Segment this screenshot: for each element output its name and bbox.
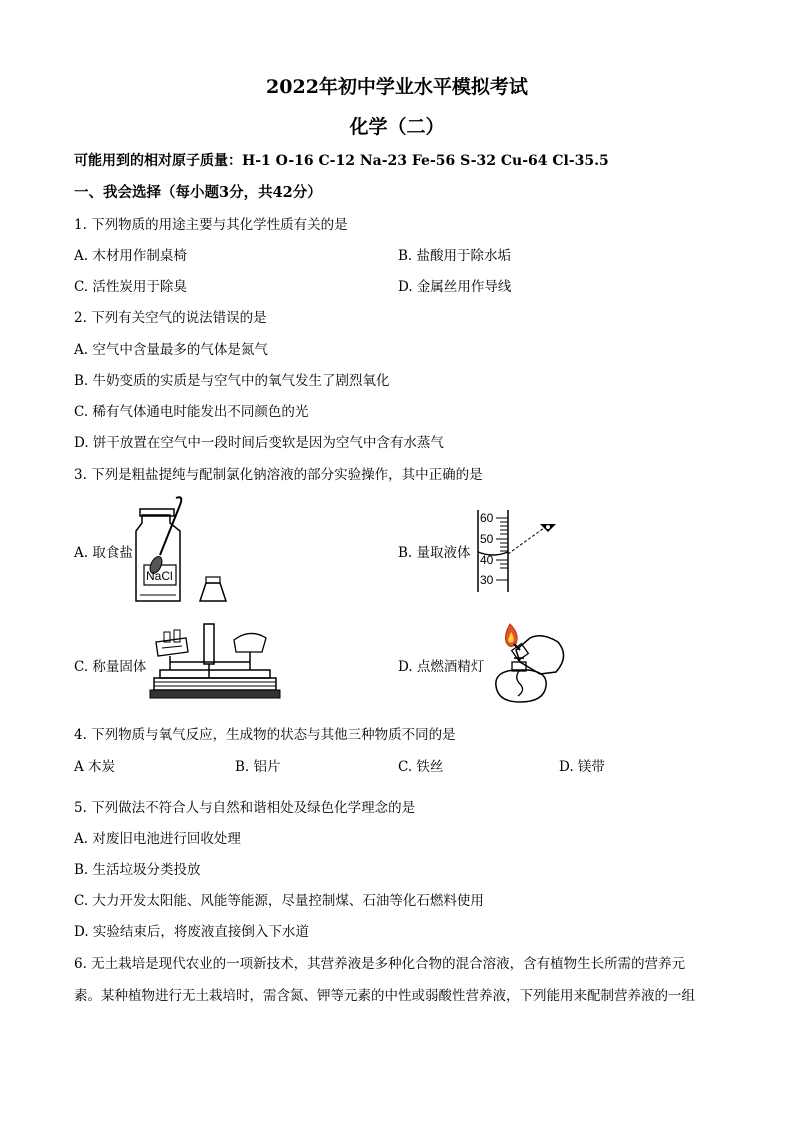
question-1-stem: 1. 下列物质的用途主要与其化学性质有关的是 [74, 217, 348, 233]
question-2-option-b: B. 牛奶变质的实质是与空气中的氧气发生了剧烈氧化 [74, 373, 390, 389]
alcohol-lamp-illustration [486, 620, 576, 708]
question-4-option-b: B. 铝片 [235, 759, 281, 775]
question-2-option-d: D. 饼干放置在空气中一段时间后变软是因为空气中含有水蒸气 [74, 435, 444, 451]
question-4-option-a: A 木炭 [74, 759, 116, 775]
question-2-option-c: C. 稀有气体通电时能发出不同颜色的光 [74, 404, 309, 420]
question-3-option-c: C. 称量固体 [74, 659, 147, 675]
cylinder-tick-50: 50 [480, 532, 494, 546]
section-heading: 一、我会选择（每小题3分，共42分） [74, 184, 322, 201]
question-4-stem: 4. 下列物质与氧气反应，生成物的状态与其他三种物质不同的是 [74, 727, 456, 743]
question-3-option-b: B. 量取液体 [398, 545, 471, 561]
question-5-option-c: C. 大力开发太阳能、风能等能源，尽量控制煤、石油等化石燃料使用 [74, 893, 484, 909]
cylinder-tick-60: 60 [480, 511, 494, 525]
question-5-option-a: A. 对废旧电池进行回收处理 [74, 831, 241, 847]
question-3-stem: 3. 下列是粗盐提纯与配制氯化钠溶液的部分实验操作，其中正确的是 [74, 467, 483, 483]
question-5-option-b: B. 生活垃圾分类投放 [74, 862, 201, 878]
question-3-option-d: D. 点燃酒精灯 [398, 659, 485, 675]
page-subtitle: 化学（二） [349, 116, 445, 138]
question-2-option-a: A. 空气中含量最多的气体是氮气 [74, 342, 268, 358]
cylinder-tick-30: 30 [480, 573, 494, 587]
bottle-label: NaCl [146, 569, 173, 583]
question-1-option-b: B. 盐酸用于除水垢 [398, 248, 512, 264]
question-4-option-c: C. 铁丝 [398, 759, 444, 775]
question-5-stem: 5. 下列做法不符合人与自然和谐相处及绿色化学理念的是 [74, 800, 416, 816]
question-4-option-d: D. 镁带 [559, 759, 605, 775]
question-3-option-a: A. 取食盐 [74, 545, 133, 561]
question-1-option-a: A. 木材用作制桌椅 [74, 248, 187, 264]
question-5-option-d: D. 实验结束后，将废液直接倒入下水道 [74, 924, 309, 940]
question-6-line-1: 6. 无土栽培是现代农业的一项新技术，其营养液是多种化合物的混合溶液，含有植物生长所需的营养元 [74, 956, 686, 972]
question-6-line-2: 素。某种植物进行无土栽培时，需含氮、钾等元素的中性或弱酸性营养液，下列能用来配制营养液的一组 [74, 988, 695, 1004]
balance-scale-illustration [150, 622, 280, 702]
atomic-masses: 可能用到的相对原子质量：H-1 O-16 C-12 Na-23 Fe-56 S-32 Cu-64 Cl-35.5 [74, 153, 609, 169]
reagent-bottle-illustration [130, 495, 250, 607]
question-1-option-c: C. 活性炭用于除臭 [74, 279, 187, 295]
question-2-stem: 2. 下列有关空气的说法错误的是 [74, 310, 267, 326]
question-1-option-d: D. 金属丝用作导线 [398, 279, 512, 295]
page-title: 2022年初中学业水平模拟考试 [266, 76, 528, 98]
cylinder-tick-40: 40 [480, 553, 494, 567]
